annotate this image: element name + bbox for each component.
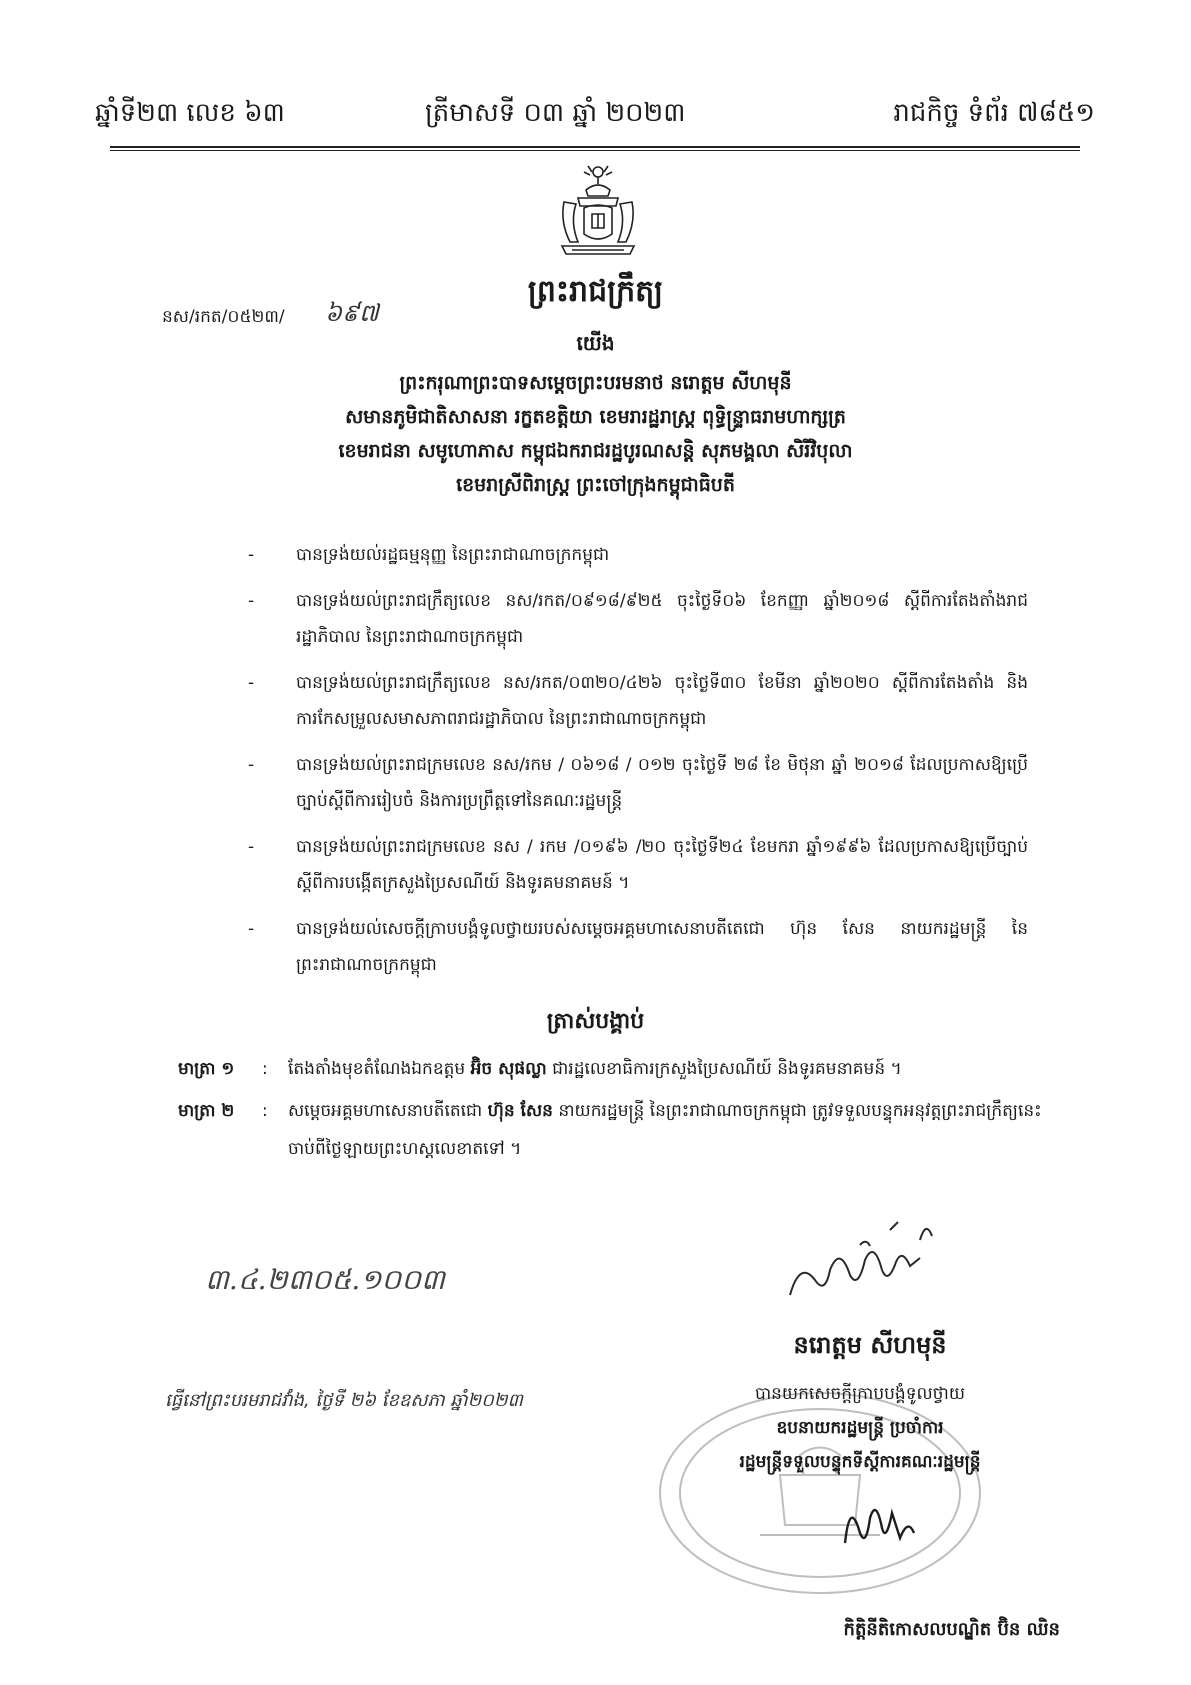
king-title-line: ខេមរាជនា សមូហោភាស កម្ពុជឯករាជរដ្ឋបូរណសន្តិ សុភមង្គលា សិរីវិបុលា (338, 440, 853, 462)
articles-list (178, 1050, 1048, 1172)
countersign-line: ឧបនាយករដ្ឋមន្ត្រី ប្រចាំការ (776, 1418, 944, 1438)
header-page-number: រាជកិច្ច ទំព័រ ៧៨៥១ (893, 98, 1095, 128)
countersign-line: បានយកសេចក្តីក្រាបបង្គំទូលថ្វាយ (754, 1384, 966, 1404)
preamble-text: បានទ្រង់យល់សេចក្តីក្រាបបង្គំទូលថ្វាយរបស់សម្តេចអគ្គមហាសេនាបតីតេជោ ហ៊ុន សែន នាយករដ្ឋមន្ត្រី នៃព្រះរាជាណាចក្រកម្ពុជា (296, 919, 1028, 975)
preamble-text: បានទ្រង់យល់ព្រះរាជក្រឹត្យលេខ នស/រកត/០៣២០/៤២៦ ចុះថ្ងៃទី៣០ ខែមីនា ឆ្នាំ២០២០ ស្តីពីការតែងតាំង និងការកែសម្រួលសមាសភាពរាជរដ្ឋាភិបាល នៃព្រះរាជាណាចក្រកម្ពុជា (296, 673, 1028, 729)
decree-heading: ត្រាស់បង្គាប់ (546, 1009, 645, 1034)
article-text: ជារដ្ឋលេខាធិការក្រសួងប្រៃសណីយ៍ និងទូរគមនាគមន៍ ។ (546, 1059, 902, 1079)
king-title-line: ខេមរាស្រីពិរាស្ត្រ ព្រះចៅក្រុងកម្ពុជាធិបតី (456, 474, 735, 496)
king-title-line: សមានភូមិជាតិសាសនា រក្ខតខត្តិយា ខេមរារដ្ឋរាស្ត្រ ពុទ្ធិន្ទ្រាធរាមហាក្សត្រ (345, 406, 846, 428)
header-rule (110, 146, 1080, 148)
king-signature-icon (770, 1200, 950, 1310)
preamble-text: បានទ្រង់យល់ព្រះរាជក្រមលេខ នស / រកម /០១៩៦ /២០ ចុះថ្ងៃទី២៤ ខែមករា ឆ្នាំ១៩៩៦ ដែលប្រកាសឱ្យប្រើច្បាប់ស្តីពីការបង្កើតក្រសួងប្រៃសណីយ៍ និងទូរគមនាគមន៍ ។ (296, 837, 1028, 893)
preamble-item: - បានទ្រង់យល់ព្រះរាជក្រឹត្យលេខ នស/រកត/០៩១៨/៩២៥ ចុះថ្ងៃទី០៦ ខែកញ្ញា ឆ្នាំ២០១៨ ស្តីពីការតែងតាំងរាជរដ្ឋាភិបាល នៃព្រះរាជាណាចក្រកម្ពុជា (258, 583, 1028, 655)
king-titles (0, 366, 1191, 502)
header-quarter: ត្រីមាសទី ០៣ ឆ្នាំ ២០២៣ (425, 98, 686, 128)
king-title-line: ព្រះករុណាព្រះបាទសម្តេចព្រះបរមនាថ នរោត្តម សីហមុនី (399, 372, 792, 394)
preamble-item: - បានទ្រង់យល់ព្រះរាជក្រមលេខ នស/រកម / ០៦១៨ / ០១២ ចុះថ្ងៃទី ២៨ ខែ មិថុនា ឆ្នាំ ២០១៨ ដែលប្រកាសឱ្យប្រើច្បាប់ស្តីពីការរៀបចំ និងការប្រព្រឹត្តទៅនៃគណៈរដ្ឋមន្ត្រី (258, 747, 1028, 819)
article-text: នាយករដ្ឋមន្ត្រី នៃព្រះរាជាណាចក្រកម្ពុជា ត្រូវទទួលបន្ទុកអនុវត្តព្រះរាជក្រឹត្យនេះ ចាប់ពីថ្ងៃឡាយព្រះហស្តលេខាតទៅ ។ (288, 1101, 1042, 1159)
reference-handwritten: ៦៩៧ (325, 299, 379, 327)
minister-name: កិត្តិនីតិកោសលបណ្ឌិត ប៊ិន ឈិន (843, 1619, 1060, 1640)
preamble-text: បានទ្រង់យល់ព្រះរាជក្រមលេខ នស/រកម / ០៦១៨ / ០១២ ចុះថ្ងៃទី ២៨ ខែ មិថុនា ឆ្នាំ ២០១៨ ដែលប្រកាសឱ្យប្រើច្បាប់ស្តីពីការរៀបចំ និងការប្រព្រឹត្តទៅនៃគណៈរដ្ឋមន្ត្រី (296, 755, 1028, 811)
header-rule-thin (110, 150, 1080, 151)
article-label: មាត្រា ២ (178, 1101, 235, 1121)
preamble-text: បានទ្រង់យល់ព្រះរាជក្រឹត្យលេខ នស/រកត/០៩១៨/៩២៥ ចុះថ្ងៃទី០៦ ខែកញ្ញា ឆ្នាំ២០១៨ ស្តីពីការតែងតាំងរាជរដ្ឋាភិបាល នៃព្រះរាជាណាចក្រកម្ពុជា (296, 591, 1028, 647)
preamble-item: - បានទ្រង់យល់ព្រះរាជក្រមលេខ នស / រកម /០១៩៦ /២០ ចុះថ្ងៃទី២៤ ខែមករា ឆ្នាំ១៩៩៦ ដែលប្រកាសឱ្យប្រើច្បាប់ស្តីពីការបង្កើតក្រសួងប្រៃសណីយ៍ និងទូរគមនាគមន៍ ។ (258, 829, 1028, 901)
article-text: សម្តេចអគ្គមហាសេនាបតីតេជោ (288, 1101, 488, 1121)
countersign-block (625, 1377, 1095, 1479)
place-and-date: ធ្វើនៅព្រះបរមរាជវាំង, ថ្ងៃទី ២៦ ខែឧសភា ឆ្នាំ២០២៣ (165, 1390, 523, 1411)
article-name: ហ៊ុន សែន (487, 1101, 553, 1121)
reference-number: នស/រកត/០៥២៣/ (162, 307, 285, 327)
preamble-item: - បានទ្រង់យល់ព្រះរាជក្រឹត្យលេខ នស/រកត/០៣២០/៤២៦ ចុះថ្ងៃទី៣០ ខែមីនា ឆ្នាំ២០២០ ស្តីពីការតែងតាំង និងការកែសម្រួលសមាសភាពរាជរដ្ឋាភិបាល នៃព្រះរាជាណាចក្រកម្ពុជា (258, 665, 1028, 737)
royal-emblem-icon (548, 162, 648, 262)
handwritten-date: ៣.៤.២៣០៥.១០០៣ (205, 1263, 445, 1296)
article-name: អ៊ិច សុផល្លា (470, 1059, 547, 1079)
countersign-line: រដ្ឋមន្ត្រីទទួលបន្ទុកទីស្តីការគណៈរដ្ឋមន្ត្រី (739, 1452, 981, 1472)
preamble-list (248, 537, 1028, 993)
header-year-issue: ឆ្នាំទី២៣ លេខ ៦៣ (95, 98, 285, 128)
preamble-item: - បានទ្រង់យល់រដ្ឋធម្មនុញ្ញ នៃព្រះរាជាណាចក្រកម្ពុជា (258, 537, 1028, 573)
article-label: មាត្រា ១ (178, 1059, 235, 1079)
article-2: មាត្រា ២ : សម្តេចអគ្គមហាសេនាបតីតេជោ ហ៊ុន សែន នាយករដ្ឋមន្ត្រី នៃព្រះរាជាណាចក្រកម្ពុជា ត្រូវទទួលបន្ទុកអនុវត្តព្រះរាជក្រឹត្យនេះ ចាប់ពីថ្ងៃឡាយព្រះហស្តលេខាតទៅ ។ (178, 1092, 1048, 1168)
article-text: តែងតាំងមុខតំណែងឯកឧត្តម (288, 1059, 471, 1079)
king-name: នរោត្តម សីហមុនី (793, 1331, 947, 1359)
preamble-item: - បានទ្រង់យល់សេចក្តីក្រាបបង្គំទូលថ្វាយរបស់សម្តេចអគ្គមហាសេនាបតីតេជោ ហ៊ុន សែន នាយករដ្ឋមន្ត្រី នៃព្រះរាជាណាចក្រកម្ពុជា (258, 911, 1028, 983)
we-heading: យើង (576, 331, 615, 355)
gazette-header (95, 96, 1095, 136)
minister-signature-icon (830, 1478, 930, 1558)
article-1: មាត្រា ១ : តែងតាំងមុខតំណែងឯកឧត្តម អ៊ិច សុផល្លា ជារដ្ឋលេខាធិការក្រសួងប្រៃសណីយ៍ និងទូរគមនាគមន៍ ។ (178, 1050, 1048, 1088)
decree-title: ព្រះរាជក្រឹត្យ (527, 274, 664, 309)
preamble-text: បានទ្រង់យល់រដ្ឋធម្មនុញ្ញ នៃព្រះរាជាណាចក្រកម្ពុជា (296, 545, 610, 565)
